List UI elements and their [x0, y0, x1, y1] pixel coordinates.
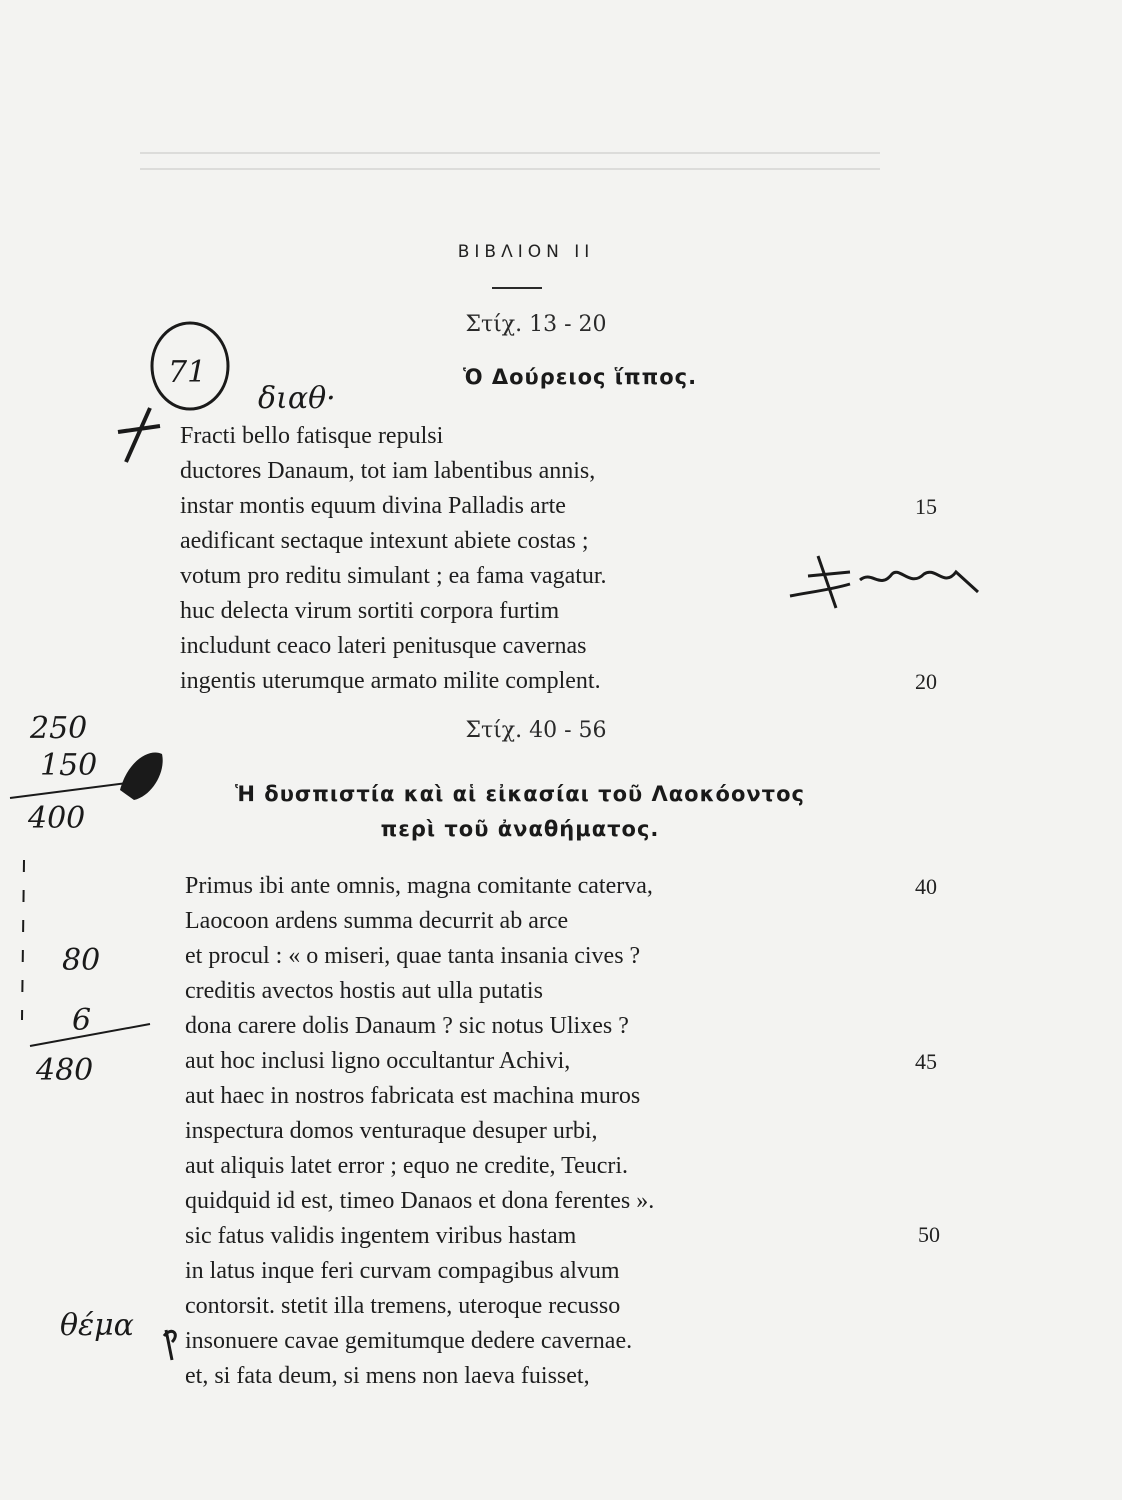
- section-heading-2-line-1: Ἡ δυσπιστία καὶ αἱ εἰκασίαι τοῦ Λαοκόοντος: [235, 782, 805, 806]
- margin-product-total: 480: [36, 1053, 94, 1088]
- verse-line: ingentis uterumque armato milite complent.: [180, 668, 601, 694]
- verse-line: aut haec in nostros fabricata est machina muros: [185, 1083, 641, 1109]
- verse-line: insonuere cavae gemitumque dedere cavernae.: [185, 1328, 633, 1354]
- ink-mark-cross: [118, 408, 160, 462]
- verse-line: Primus ibi ante omnis, magna comitante caterva,: [185, 873, 653, 899]
- verse-line: et, si fata deum, si mens non laeva fuisset,: [185, 1363, 590, 1389]
- margin-sum-total: 400: [28, 801, 86, 836]
- verse-range-2: Στίχ. 40 - 56: [465, 718, 607, 743]
- verse-line: in latus inque feri curvam compagibus alvum: [185, 1258, 620, 1284]
- verse-line: aedificant sectaque intexunt abiete costas ;: [180, 528, 589, 554]
- section-heading-2-line-2: περὶ τοῦ ἀναθήματος.: [380, 817, 660, 841]
- book-title: ΒΙΒΛΙΟΝ II: [457, 242, 595, 262]
- verse-line: instar montis equum divina Palladis arte: [180, 493, 566, 519]
- margin-product-2: 6: [72, 1003, 92, 1038]
- verse-line: dona carere dolis Danaum ? sic notus Ulixes ?: [185, 1013, 629, 1039]
- verse-line: aut aliquis latet error ; equo ne credite, Teucri.: [185, 1153, 629, 1179]
- note-bottom: θέμα: [60, 1308, 134, 1343]
- line-number: 20: [915, 669, 937, 694]
- verse-line: inspectura domos venturaque desuper urbi,: [185, 1118, 598, 1144]
- margin-sum-1: 250: [30, 711, 88, 746]
- section-heading-1: Ὁ Δούρειος ἵππος.: [462, 365, 698, 389]
- ink-tick: [164, 1330, 175, 1360]
- verse-range-1: Στίχ. 13 - 20: [465, 312, 607, 337]
- verse-line: huc delecta virum sortiti corpora furtim: [180, 598, 560, 624]
- line-number: 45: [915, 1049, 937, 1074]
- verse-line: quidquid id est, timeo Danaos et dona ferentes ».: [185, 1188, 655, 1214]
- verse-line: aut hoc inclusi ligno occultantur Achivi,: [185, 1048, 571, 1074]
- verse-line: creditis avectos hostis aut ulla putatis: [185, 978, 543, 1004]
- line-number: 50: [918, 1222, 940, 1247]
- margin-sum-2: 150: [40, 748, 98, 783]
- verse-line: contorsit. stetit illa tremens, uteroque recusso: [185, 1293, 621, 1319]
- verse-line: Laocoon ardens summa decurrit ab arce: [185, 908, 569, 934]
- verse-line: includunt ceaco lateri penitusque cavernas: [180, 633, 587, 659]
- note-top: διαθ·: [258, 381, 336, 416]
- margin-product-1: 80: [62, 943, 101, 978]
- verse-line: votum pro reditu simulant ; ea fama vagatur.: [180, 563, 607, 589]
- circled-number: 71: [168, 355, 207, 390]
- ink-dashed-line: [22, 860, 24, 1020]
- verse-line: et procul : « o miseri, quae tanta insania cives ?: [185, 943, 641, 969]
- verse-line: ductores Danaum, tot iam labentibus annis,: [180, 458, 596, 484]
- line-number: 15: [915, 494, 937, 519]
- verse-line: sic fatus validis ingentem viribus hastam: [185, 1223, 577, 1249]
- line-number: 40: [915, 874, 937, 899]
- ink-scribble: [790, 556, 978, 608]
- ink-blot: [120, 753, 163, 801]
- verse-line: Fracti bello fatisque repulsi: [180, 423, 444, 449]
